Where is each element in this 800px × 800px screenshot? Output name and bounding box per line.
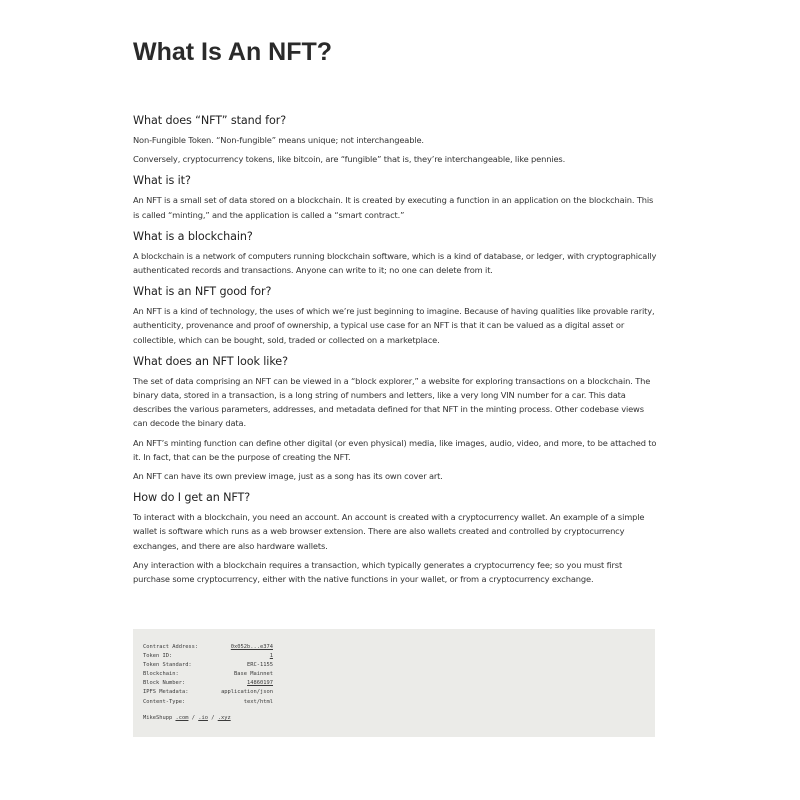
section-heading: What does “NFT” stand for? xyxy=(133,114,287,127)
page-title: What Is An NFT? xyxy=(133,38,333,66)
metadata-label: Content-Type: xyxy=(143,698,186,705)
metadata-table xyxy=(143,643,273,707)
metadata-label: Token Standard: xyxy=(143,662,192,669)
metadata-value: application/json xyxy=(221,689,273,696)
section-heading: How do I get an NFT? xyxy=(133,491,251,505)
section-paragraph: An NFT can have its own preview image, just as a song has its own cover art. xyxy=(133,471,443,482)
metadata-row-content-type xyxy=(143,698,273,707)
metadata-row-ipfs-metadata xyxy=(143,688,273,697)
section-heading: What is it? xyxy=(133,174,191,188)
author-name: MikeShupp xyxy=(143,715,173,721)
contract-address-link[interactable]: 0x052b...e374 xyxy=(230,644,273,650)
section-paragraph: The set of data comprising an NFT can be viewed in a “block explorer,” a website for exploring transactions on a blockchain. The binary data, stored in a transaction, is a long string of numbers and letters, like a very long VIN number for a car. This data describes the various parameters, addresses, and metadata defined for that NFT in the minting process. Other codebase views can decode the binary data. xyxy=(133,375,651,429)
section-paragraph: Non-Fungible Token. “Non-fungible” means unique; not interchangeable. xyxy=(133,135,424,145)
block-number-link[interactable]: 14860197 xyxy=(247,680,273,687)
metadata-row-block-number xyxy=(143,679,273,688)
metadata-label: Contract Address: xyxy=(143,644,199,650)
metadata-label: Block Number: xyxy=(143,680,186,687)
section-paragraph: To interact with a blockchain, you need an account. An account is created with a cryptocurrency wallet. An example of a simple wallet is software which runs as a web browser extension. There are also wallets created and controlled by cryptocurrency exchanges, and there are also hardware wallets. xyxy=(133,512,645,551)
metadata-value: Base Mainnet xyxy=(234,671,273,678)
author-link-io[interactable]: .io xyxy=(198,715,208,721)
section-paragraph: A blockchain is a network of computers running blockchain software, which is a kind of database, or ledger, with cryptographically authenticated records and transactions. Anyone can write to it; no one can delete from it. xyxy=(133,250,657,276)
section-good-for xyxy=(133,285,658,347)
article xyxy=(133,36,658,591)
section-paragraph: An NFT’s minting function can define other digital (or even physical) media, like images, audio, video, and more, to be attached to it. In fact, that can be the purpose of creating the NFT. xyxy=(133,437,657,462)
section-look-like xyxy=(133,355,658,483)
metadata-label: IPFS Metadata: xyxy=(143,689,189,696)
section-blockchain xyxy=(133,230,658,277)
metadata-label: Token ID: xyxy=(143,653,173,660)
metadata-label: Blockchain: xyxy=(143,671,179,678)
section-nft-meaning xyxy=(133,114,658,166)
section-paragraph: Any interaction with a blockchain requires a transaction, which typically generates a cryptocurrency fee; so you must first purchase some cryptocurrency, either with the native functions in your wallet, or from a cryptocurrency exchange. xyxy=(133,559,623,585)
section-paragraph: An NFT is a small set of data stored on a blockchain. It is created by executing a function in an application on the blockchain. This is called “minting,” and the application is called a “smart contract.” xyxy=(133,195,654,220)
link-separator: / xyxy=(191,715,195,721)
author-link-xyz[interactable]: .xyz xyxy=(217,715,231,721)
section-paragraph: Conversely, cryptocurrency tokens, like bitcoin, are “fungible” that is, they’re interchangeable, like pennies. xyxy=(133,154,566,165)
metadata-value: text/html xyxy=(243,698,273,705)
section-heading: What is an NFT good for? xyxy=(133,285,272,299)
link-separator: / xyxy=(211,715,215,721)
metadata-row-token-id xyxy=(143,652,273,661)
metadata-row-token-standard xyxy=(143,661,273,670)
section-heading: What does an NFT look like? xyxy=(133,354,288,368)
section-paragraph: An NFT is a kind of technology, the uses of which we’re just beginning to imagine. Because of having qualities like provable rarity, authenticity, provenance and proof of ownership, a typical use case for an NFT is that it can be valued as a digital asset or collectible, which can be bought, sold, traded or collected on a marketplace. xyxy=(133,306,655,345)
section-heading: What is a blockchain? xyxy=(133,229,253,243)
author-links xyxy=(143,714,231,723)
section-what-is-it xyxy=(133,174,658,221)
metadata-row-contract-address xyxy=(143,643,273,652)
author-link-com[interactable]: .com xyxy=(175,715,189,721)
metadata-value: ERC-1155 xyxy=(247,662,273,669)
token-id-link[interactable]: 1 xyxy=(269,653,273,660)
metadata-row-blockchain xyxy=(143,670,273,679)
section-get-nft xyxy=(133,491,658,586)
nft-metadata-box xyxy=(133,629,655,737)
